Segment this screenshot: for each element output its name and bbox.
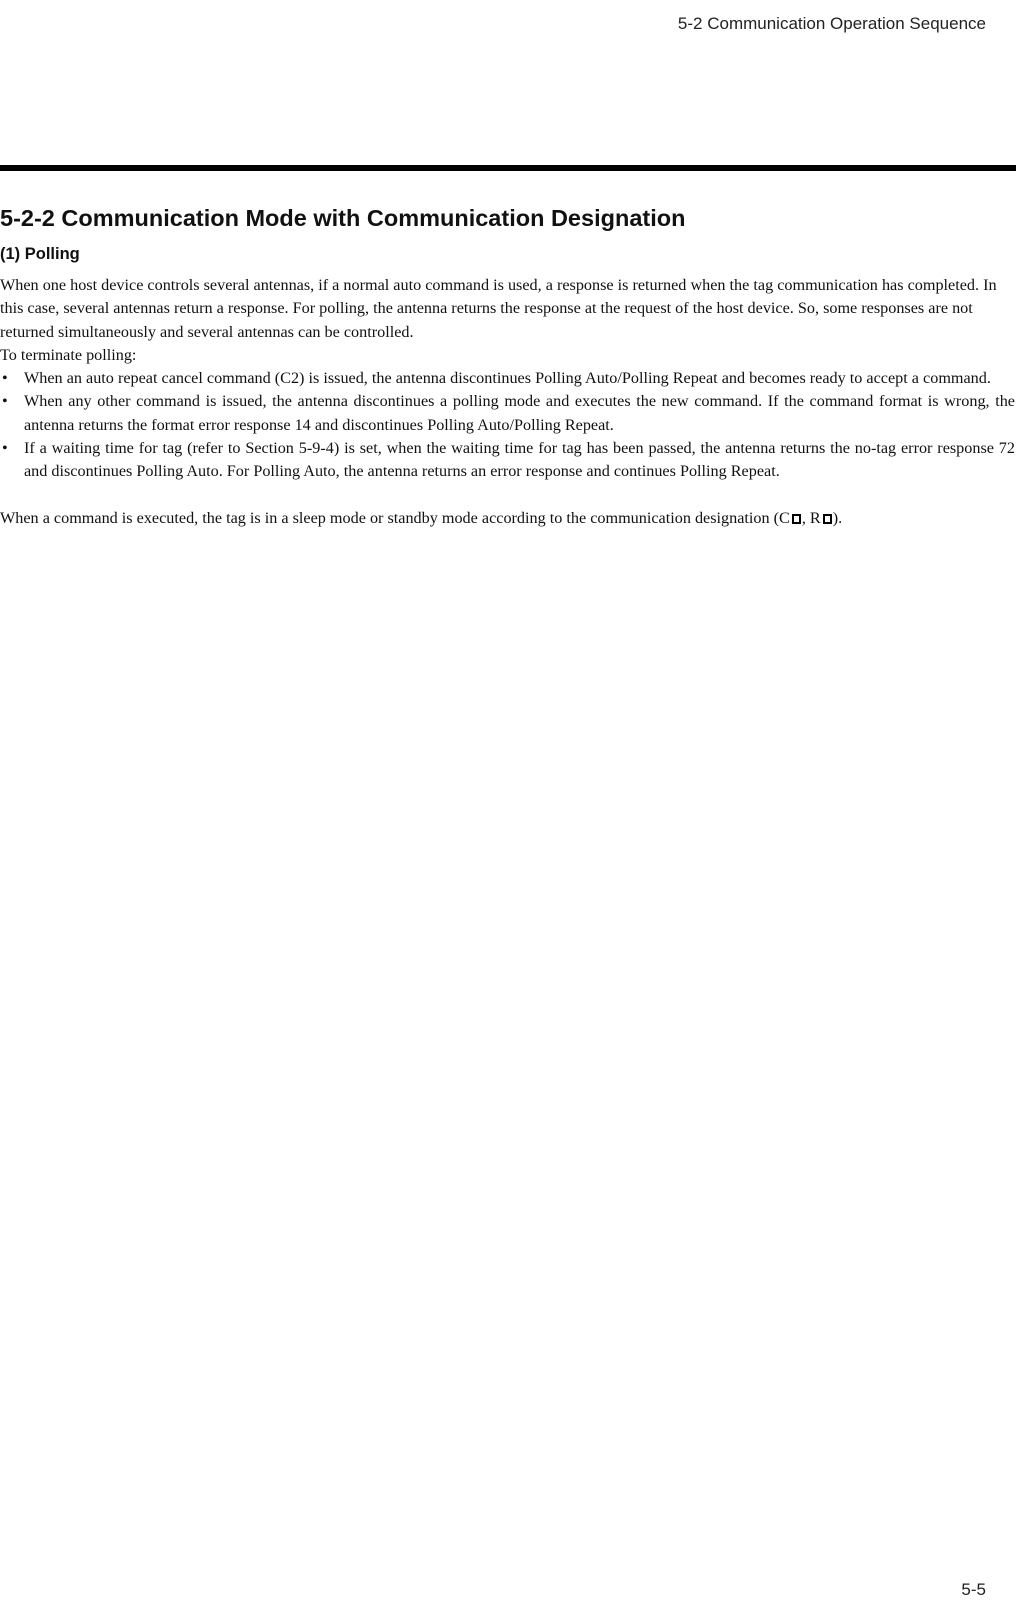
section-title: 5-2-2 Communication Mode with Communication Designation [0, 205, 686, 231]
terminate-lead: To terminate polling: [0, 345, 137, 364]
list-item-text: When any other command is issued, the antenna discontinues a polling mode and executes the new command. If the command format is wrong, the antenna returns the format error response 14 and discontinues Polling Auto/Polling Repeat. [24, 392, 1015, 434]
list-item-text: If a waiting time for tag (refer to Section 5-9-4) is set, when the waiting time for tag has been passed, the antenna returns the no-tag error response 72 and discontinues Polling Auto. For Polling Auto, the antenna returns an error response and continues Polling Repeat. [24, 439, 1015, 481]
closing-paragraph [0, 507, 1015, 530]
bullet-icon: • [2, 439, 8, 458]
bullet-icon: • [2, 369, 8, 388]
bullet-icon: • [2, 392, 8, 411]
list-item [0, 367, 1015, 390]
list-item [0, 390, 1015, 437]
list-item [0, 437, 1015, 484]
termination-list [0, 367, 1015, 483]
page-number: 5-5 [961, 1580, 986, 1599]
closing-text-middle: , R [801, 508, 821, 527]
closing-text-start: When a command is executed, the tag is in a sleep mode or standby mode according to the communication designation (C [0, 508, 790, 527]
running-header: 5-2 Communication Operation Sequence [677, 14, 986, 33]
page-content [0, 200, 1016, 530]
placeholder-box-icon [823, 514, 832, 524]
header-rule [0, 165, 1016, 171]
intro-paragraph: When one host device controls several antennas, if a normal auto command is used, a response is returned when the tag communication has completed. In this case, several antennas return a response. For polling, the antenna returns the response at the request of the host device. So, some responses are not returned simultaneously and several antennas can be controlled. [0, 276, 997, 341]
list-item-text: When an auto repeat cancel command (C2) is issued, the antenna discontinues Polling Auto/Polling Repeat and becomes ready to accept a command. [24, 369, 991, 388]
placeholder-box-icon [792, 514, 801, 524]
closing-text-end: ). [832, 508, 843, 527]
subsection-title: (1) Polling [0, 245, 80, 263]
